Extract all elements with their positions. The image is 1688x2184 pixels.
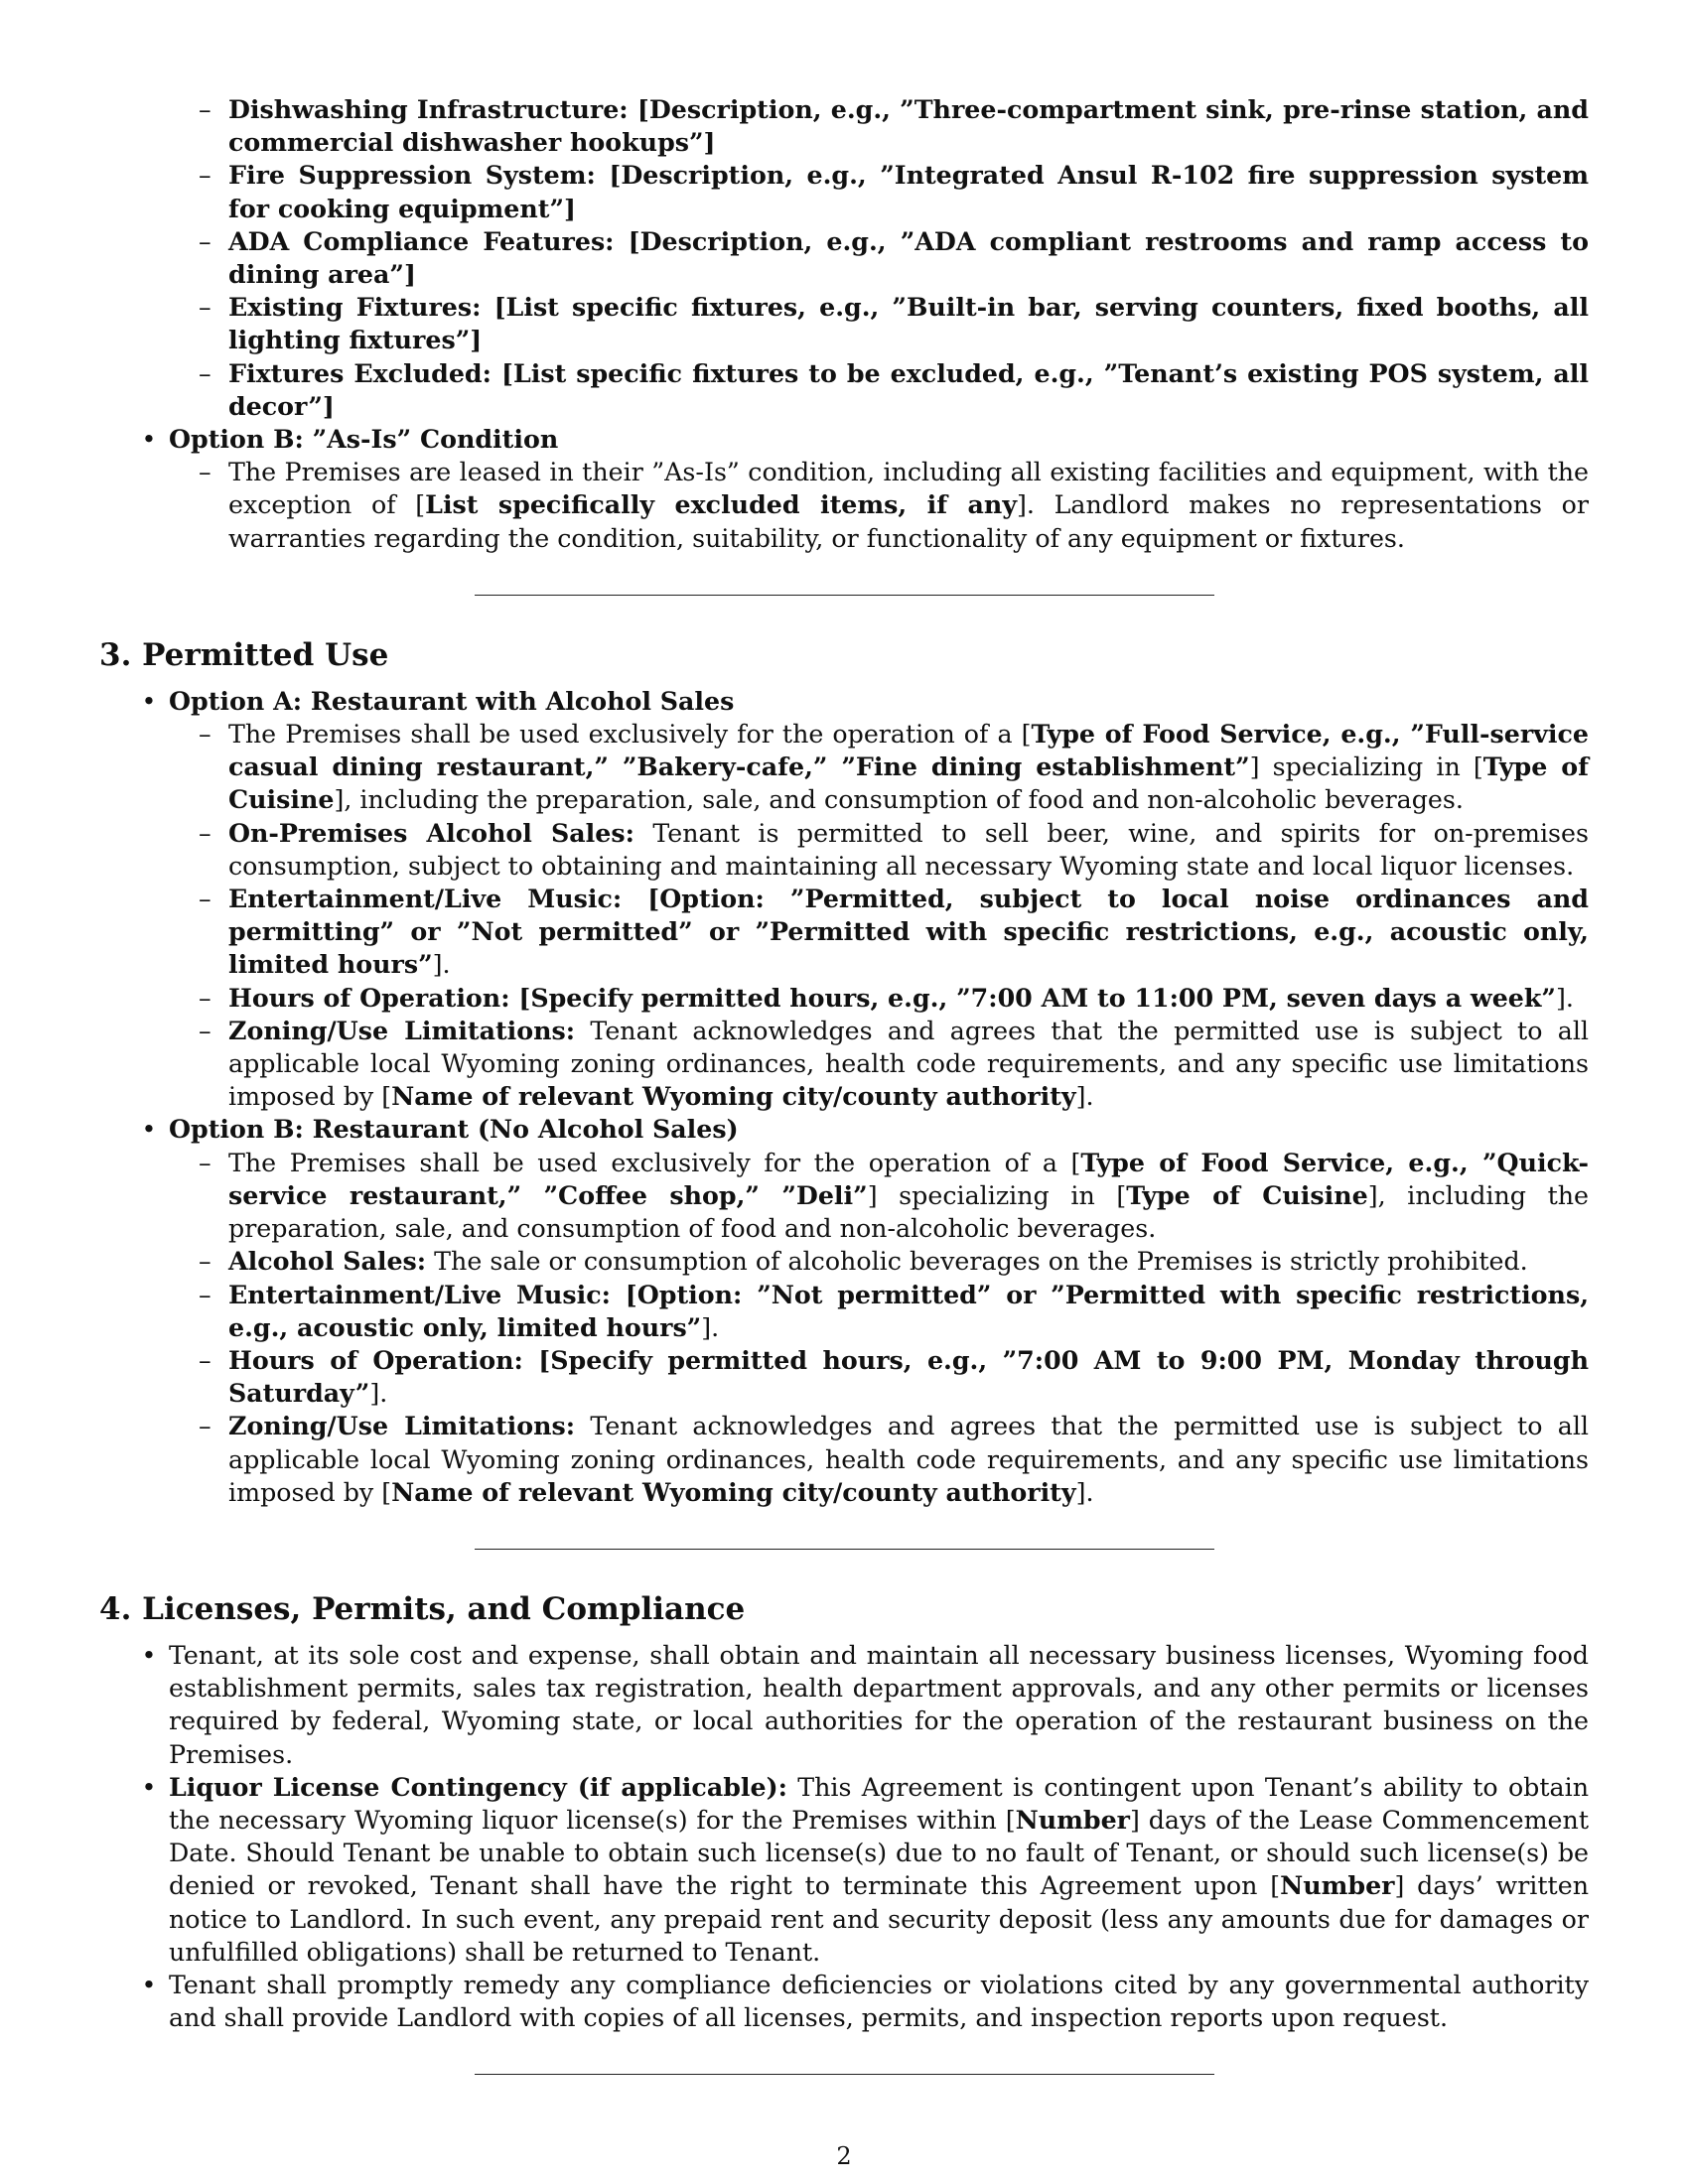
list-item: – Zoning/Use Limitations: Tenant acknowledges and agrees that the permitted use is subject to all applicable local Wyoming zoning ordinances, health code requirements, and any specific use limitations imposed by [Name of relevant Wyoming city/county authority]. [199,1015,1589,1112]
item-label: Fixtures Excluded: [228,357,492,388]
list-item: – Alcohol Sales: The sale or consumption of alcoholic beverages on the Premises is strictly prohibited. [199,1246,1528,1277]
option-title: Option A: Restaurant with Alcohol Sales [169,685,735,716]
licenses-list [99,1639,1589,2034]
option-title: Option B: Restaurant (No Alcohol Sales) [169,1114,739,1145]
section-heading: 4. Licenses, Permits, and Compliance [99,1590,746,1627]
permitted-use-options [99,685,1589,1509]
option-a: • Option A: Restaurant with Alcohol Sales – The Premises shall be used exclusively for the operation of a [Type of Food Service, e.g., ”Full-service casual dining restaurant,” ”Bakery-cafe,” ”Fine dining establishment”] specializing in [Type of Cuisine], including the preparation, sale, and consumption of food and non-alcoholic beverages. – On-Premises Alcohol Sales: Tenant is permitted to sell beer, wine, and spirits for on-premises consumption, subject to obtaining and maintaining all necessary Wyoming state and local liquor licenses. – Entertainment/Live Music: [Option: ”Permitted, subject to local noise ordinances and permitting” or ”Not permitted” or ”Permitted with specific restrictions, e.g., acoustic only, limited hours”]. – Hours of Operation: [Specify permitted hours, e.g., ”7:00 AM to 11:00 PM, seven days a week”]. – Zoning/Use Limitations: Tenant acknowledges and agrees that the permitted use is subject to all applicable local Wyoming zoning ordinances, health code requirements, and any specific use limitations imposed by [Name of relevant Wyoming city/county authority]. [99,685,1589,1114]
item-label: ADA Compliance Features: [228,225,615,256]
list-item: – Entertainment/Live Music: [Option: ”Not permitted” or ”Permitted with specific restrictions, e.g., acoustic only, limited hours”]. [199,1279,1589,1342]
list-item: – The Premises shall be used exclusively for the operation of a [Type of Food Service, e.g., ”Full-service casual dining restaurant,” ”Bakery-cafe,” ”Fine dining establishment”] specializing in [Type of Cuisine], including the preparation, sale, and consumption of food and non-alcoholic beverages. [199,719,1589,815]
section-divider [475,2074,1214,2075]
equipment-list [169,93,1589,423]
option-b-as-is: • Option B: ”As-Is” Condition – The Premises are leased in their ”As-Is” condition, including all existing facilities and equipment, with the exception of [List specifically excluded items, if any]. Landlord makes no representations or warranties regarding the condition, suitability, or functionality of any equipment or fixtures. [99,423,1589,555]
list-item: – Hours of Operation: [Specify permitted hours, e.g., ”7:00 AM to 11:00 PM, seven days a week”]. [199,982,1574,1013]
item-label: Existing Fixtures: [228,292,482,323]
list-item: • Tenant shall promptly remedy any compliance deficiencies or violations cited by any governmental authority and shall provide Landlord with copies of all licenses, permits, and inspection reports upon request. [141,1970,1589,2033]
list-item: – Existing Fixtures: [List specific fixtures, e.g., ”Built-in bar, serving counters, fixed booths, all lighting fixtures”] [199,292,1589,355]
section-heading: 3. Permitted Use [99,636,389,673]
list-item: – The Premises are leased in their ”As-Is” condition, including all existing facilities and equipment, with the exception of [List specifically excluded items, if any]. Landlord makes no representations or warranties regarding the condition, suitability, or functionality of any equipment or fixtures. [199,458,1589,553]
list-item: – Fire Suppression System: [Description, e.g., ”Integrated Ansul R-102 fire suppression system for cooking equipment”] [199,160,1589,223]
item-label: Fire Suppression System: [228,160,596,191]
list-item: – Entertainment/Live Music: [Option: ”Permitted, subject to local noise ordinances and permitting” or ”Not permitted” or ”Permitted with specific restrictions, e.g., acoustic only, limited hours”]. [199,884,1589,980]
list-item: – Fixtures Excluded: [List specific fixtures to be excluded, e.g., ”Tenant’s existing POS system, all decor”] [199,357,1589,421]
section-divider [475,1549,1214,1550]
document-page [99,93,1589,2075]
list-item: – The Premises shall be used exclusively for the operation of a [Type of Food Service, e.g., ”Quick-service restaurant,” ”Coffee shop,” ”Deli”] specializing in [Type of Cuisine], including the preparation, sale, and consumption of food and non-alcoholic beverages. [199,1147,1589,1244]
item-label: Dishwashing Infrastructure: [228,94,629,124]
list-item: – ADA Compliance Features: [Description, e.g., ”ADA compliant restrooms and ramp access to dining area”] [199,225,1589,290]
list-item: – Dishwashing Infrastructure: [Description, e.g., ”Three-compartment sink, pre-rinse station, and commercial dishwasher hookups”] [199,94,1589,158]
list-item: • Liquor License Contingency (if applicable): This Agreement is contingent upon Tenant’s ability to obtain the necessary Wyoming liquor license(s) for the Premises within [Number] days of the Lease Commencement Date. Should Tenant be unable to obtain such license(s) due to no fault of Tenant, or should such license(s) be denied or revoked, Tenant shall have the right to terminate this Agreement upon [Number] days’ written notice to Landlord. In such event, any prepaid rent and security deposit (less any amounts due for damages or unfulfilled obligations) shall be returned to Tenant. [141,1771,1589,1967]
page-number: 2 [836,2142,852,2170]
list-item: • Tenant, at its sole cost and expense, shall obtain and maintain all necessary business licenses, Wyoming food establishment permits, sales tax registration, health department approvals, and any other permits or licenses required by federal, Wyoming state, or local authorities for the operation of the restaurant business on the Premises. [141,1640,1589,1769]
option-b: • Option B: Restaurant (No Alcohol Sales) – The Premises shall be used exclusively for the operation of a [Type of Food Service, e.g., ”Quick-service restaurant,” ”Coffee shop,” ”Deli”] specializing in [Type of Cuisine], including the preparation, sale, and consumption of food and non-alcoholic beverages. – Alcohol Sales: The sale or consumption of alcoholic beverages on the Premises is strictly prohibited. – Entertainment/Live Music: [Option: ”Not permitted” or ”Permitted with specific restrictions, e.g., acoustic only, limited hours”]. – Hours of Operation: [Specify permitted hours, e.g., ”7:00 AM to 9:00 PM, Monday through Saturday”]. – Zoning/Use Limitations: Tenant acknowledges and agrees that the permitted use is subject to all applicable local Wyoming zoning ordinances, health code requirements, and any specific use limitations imposed by [Name of relevant Wyoming city/county authority]. [99,1113,1589,1508]
section-divider [475,595,1214,596]
list-item: – Zoning/Use Limitations: Tenant acknowledges and agrees that the permitted use is subject to all applicable local Wyoming zoning ordinances, health code requirements, and any specific use limitations imposed by [Name of relevant Wyoming city/county authority]. [199,1411,1589,1507]
list-item: – On-Premises Alcohol Sales: Tenant is permitted to sell beer, wine, and spirits for on-premises consumption, subject to obtaining and maintaining all necessary Wyoming state and local liquor licenses. [199,817,1589,881]
option-title: Option B: ”As-Is” Condition [169,424,559,455]
option-list [99,423,1589,555]
list-item: – Hours of Operation: [Specify permitted hours, e.g., ”7:00 AM to 9:00 PM, Monday through Saturday”]. [199,1344,1589,1409]
